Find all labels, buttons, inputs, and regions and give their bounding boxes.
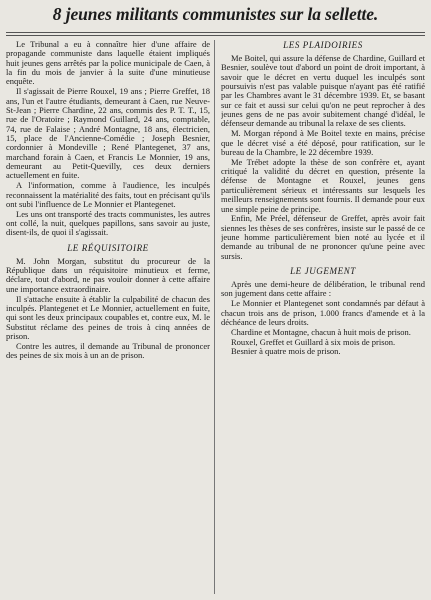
requisitoire-paragraph: Contre les autres, il demande au Tribunal de prononcer des peines de six mois à un an de prison. bbox=[6, 340, 210, 361]
intro-paragraph: Le Tribunal a eu à connaître hier d'une affaire de propagande communiste dans laquelle étaient impliqués huit jeunes gens arrêtés par la police municipale de Caen, à la fin du mois de janvier à la suite d'une minutieuse enquête. bbox=[6, 40, 210, 87]
jugement-paragraph: Rouxel, Greffet et Guillard à six mois de prison. bbox=[231, 336, 396, 347]
plaidoiries-heading: LES PLAIDOIRIES bbox=[283, 40, 363, 50]
intro-paragraph: A l'information, comme à l'audience, les inculpés reconnaissent la matérialité des faits, tout en précisant qu'ils ont subi l'influence de Le Monnier et Plantegenet. bbox=[6, 180, 210, 209]
jugement-paragraph: Chardine et Montagne, chacun à huit mois de prison. bbox=[231, 326, 411, 337]
plaidoirie-paragraph: Me Trébet adopte la thèse de son confrère et, ayant critiqué la validité du décret en question, présente la défense de Montagne et Rouxel, jeunes gens particulièrement sérieux et intéressants sur lesquels les meilleurs renseignements sont fournis. Il demande pour eux une simple peine de principe. bbox=[221, 156, 425, 214]
headline-rule-bottom bbox=[6, 35, 425, 36]
article-headline: 8 jeunes militants communistes sur la sellette. bbox=[52, 4, 379, 24]
plaidoirie-paragraph: Enfin, Me Préel, défenseur de Greffet, après avoir fait siennes les thèses de ses confrères, insiste sur le passé de ce jeune homme particulièrement bien noté au lycée et il demande au tribunal de ne prononcer qu'une peine avec sursis. bbox=[221, 213, 425, 261]
headline-rule-top bbox=[6, 32, 425, 33]
plaidoirie-paragraph: Me Boitel, qui assure la défense de Chardine, Guillard et Besnier, soulève tout d'abord un point de droit important, à savoir que le décret en vertu duquel les inculpés sont poursuivis n'est pas valable puisque n'ayant pas été ratifié par les Chambres avant le 31 décembre 1939. Et, se basant sur ce fait et aussi sur celui qu'on ne peut reprocher à des jeunes gens de ne pas avoir subitement changé d'idéal, le défenseur demande au tribunal la relaxe de ses clients. bbox=[221, 53, 425, 129]
requisitoire-paragraph: M. John Morgan, substitut du procureur de la République dans un réquisitoire minutieux et ferme, déclare, tout d'abord, ne pas vouloir donner à cette affaire une importance extraordinaire. bbox=[6, 255, 210, 294]
plaidoirie-paragraph: M. Morgan répond à Me Boitel texte en mains, précise que le décret visé a été déposé, pour ratification, sur le bureau de la Chambre, le 22 décembre 1939. bbox=[221, 128, 425, 157]
jugement-paragraph: Le Monnier et Plantegenet sont condamnés par défaut à chacun trois ans de prison, 1.000 francs d'amende et à la déchéance de leurs droits. bbox=[221, 298, 425, 327]
intro-paragraph: Il s'agissait de Pierre Rouxel, 19 ans ; Pierre Greffet, 18 ans, l'un et l'autre étudiants, demeurant à Caen, rue Neuve-St-Jean ; Pierre Chardine, 22 ans, commis des P. T. T., 15, rue de l'Oratoire ; Raymond Guillard, 24 ans, comptable, 74, rue de Falaise ; André Montagne, 18 ans, électricien, 15, place de l'Ancienne-Comédie ; Joseph Besnier, cordonnier à Mondeville ; René Plantegenet, 37 ans, marchand forain à Caen, et Francis Le Monnier, 19 ans, demeurant au Petit-Quevilly, ces deux derniers actuellement en fuite. bbox=[6, 86, 210, 181]
requisitoire-paragraph: Il s'attache ensuite à établir la culpabilité de chacun des inculpés. Plantegenet et Le Monnier, actuellement en fuite, qui sont les deux principaux coupables et, contre eux, M. le Substitut réclame des peines de trois à cinq années de prison. bbox=[6, 293, 210, 341]
requisitoire-heading: LE RÉQUISITOIRE bbox=[67, 242, 149, 253]
jugement-paragraph: Besnier à quatre mois de prison. bbox=[231, 346, 341, 357]
jugement-paragraph: Après une demi-heure de délibération, le tribunal rend son jugement dans cette affaire : bbox=[221, 279, 425, 299]
right-column bbox=[221, 40, 425, 596]
left-column bbox=[6, 40, 210, 596]
column-divider bbox=[214, 40, 215, 594]
intro-paragraph: Les uns ont transporté des tracts communistes, les autres ont collé, la nuit, quelques papillons, sans savoir au juste, disent-ils, de quoi il s'agissait. bbox=[6, 208, 210, 238]
jugement-heading: LE JUGEMENT bbox=[290, 266, 356, 277]
